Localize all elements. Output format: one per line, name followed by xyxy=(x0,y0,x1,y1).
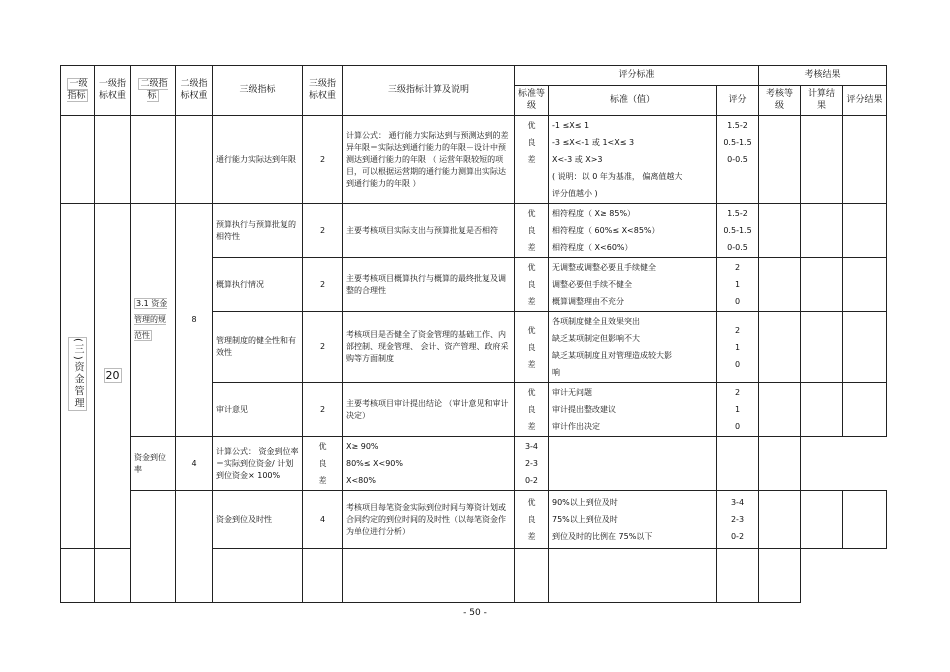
header-l3: 三级指标 xyxy=(213,66,303,116)
score-list: 2 1 0 xyxy=(717,258,759,312)
result-calc-cell xyxy=(801,491,843,549)
indicator-weight: 2 xyxy=(303,312,343,383)
header-l1: 一级指标 xyxy=(61,66,95,116)
table-row xyxy=(61,437,887,491)
indicator-name: 资金到位及时性 xyxy=(213,491,303,549)
group-weight: 8 xyxy=(191,315,197,324)
indicator-desc: 主要考核项目概算执行与概算的最终批复及调整的合理性 xyxy=(343,258,515,312)
section-name: (三)资金管理 xyxy=(68,337,87,411)
standard-list xyxy=(343,549,515,603)
standard-list: 无调整或调整必要且手续健全 调整必要但手续不健全 概算调整理由不充分 xyxy=(549,258,717,312)
result-calc-cell xyxy=(801,116,843,204)
indicator-name: 管理制度的健全性和有效性 xyxy=(213,312,303,383)
table-row xyxy=(61,491,887,549)
section-weight-cell xyxy=(95,204,131,549)
header-scoring: 评分标准 xyxy=(515,66,759,86)
score-list: 2 1 0 xyxy=(717,383,759,437)
standard-list: 各项制度健全且效果突出 缺乏某项制定但影响不大 缺乏某项制度且对管理造成较大影 响 xyxy=(549,312,717,383)
standard-list: -1 ≤X≤ 1 -3 ≤X<-1 或 1<X≤ 3 X<-3 或 X>3 ( 说明：以 0 年为基准， 偏离值越大 评分值越小 ) xyxy=(549,116,717,204)
score-list: 1.5-2 0.5-1.5 0-0.5 xyxy=(717,204,759,258)
table-row xyxy=(61,116,887,204)
result-grade-cell xyxy=(759,258,801,312)
grade-list: 优 良 差 xyxy=(515,383,549,437)
result-grade-cell xyxy=(549,549,717,603)
group-weight-cell xyxy=(176,491,213,603)
result-score-cell xyxy=(843,116,887,204)
score-list xyxy=(515,549,549,603)
result-calc-cell xyxy=(717,437,759,491)
indicator-weight: 2 xyxy=(303,383,343,437)
indicator-name: 概算执行情况 xyxy=(213,258,303,312)
indicator-weight: 2 xyxy=(303,204,343,258)
result-score-cell xyxy=(759,549,801,603)
header-res-calc: 计算结果 xyxy=(801,86,843,116)
header-res-grade: 考核等级 xyxy=(759,86,801,116)
result-score-cell xyxy=(843,383,887,437)
result-calc-cell xyxy=(801,312,843,383)
result-calc-cell xyxy=(801,204,843,258)
result-calc-cell xyxy=(717,549,759,603)
indicator-desc: 考核项目是否健全了资金管理的基础工作、内部控制、现金管理、 会计、资产管理、政府采购等方面制度 xyxy=(343,312,515,383)
grade-list xyxy=(303,549,343,603)
result-calc-cell xyxy=(801,258,843,312)
result-grade-cell xyxy=(759,383,801,437)
indicator-weight: 2 xyxy=(303,116,343,204)
header-l2: 二级指标 xyxy=(131,66,176,116)
result-score-cell xyxy=(843,312,887,383)
page-number: - 50 - xyxy=(463,608,487,618)
result-grade-cell xyxy=(759,204,801,258)
grade-list: 优 良 差 xyxy=(515,312,549,383)
indicator-weight xyxy=(95,549,131,603)
grade-list: 优 良 差 xyxy=(515,116,549,204)
result-score-cell xyxy=(759,437,801,491)
result-score-cell xyxy=(843,258,887,312)
result-grade-cell xyxy=(549,437,717,491)
empty-cell xyxy=(176,116,213,204)
result-grade-cell xyxy=(759,116,801,204)
standard-list: 90%以上到位及时 75%以上到位及时 到位及时的比例在 75%以下 xyxy=(549,491,717,549)
result-score-cell xyxy=(843,204,887,258)
grade-list: 优 良 差 xyxy=(515,258,549,312)
indicator-name xyxy=(61,549,95,603)
standard-list: 审计无问题 审计提出整改建议 审计作出决定 xyxy=(549,383,717,437)
result-grade-cell xyxy=(759,312,801,383)
indicator-desc: 计算公式： 资金到位率＝实际到位资金/ 计划到位资金× 100% xyxy=(213,437,303,491)
header-l2-weight: 二级指标权重 xyxy=(176,66,213,116)
section-weight: 20 xyxy=(105,368,120,382)
result-calc-cell xyxy=(801,383,843,437)
indicator-name: 资金到位率 xyxy=(131,437,176,491)
header-result: 考核结果 xyxy=(759,66,887,86)
indicator-name: 审计意见 xyxy=(213,383,303,437)
indicator-name: 通行能力实际达到年限 xyxy=(213,116,303,204)
indicator-weight: 4 xyxy=(303,491,343,549)
header-res-score: 评分结果 xyxy=(843,86,887,116)
empty-cell xyxy=(95,116,131,204)
section-name-cell xyxy=(61,204,95,549)
header-l3-weight: 三级指标权重 xyxy=(303,66,343,116)
empty-cell xyxy=(61,116,95,204)
header-l1-weight: 一级指标权重 xyxy=(95,66,131,116)
header-standard: 标准（值） xyxy=(549,86,717,116)
indicator-desc xyxy=(213,549,303,603)
evaluation-table xyxy=(60,65,887,603)
score-list: 2 1 0 xyxy=(717,312,759,383)
standard-list: X≥ 90% 80%≤ X<90% X<80% xyxy=(343,437,515,491)
grade-list: 优 良 差 xyxy=(303,437,343,491)
indicator-name: 预算执行与预算批复的相符性 xyxy=(213,204,303,258)
empty-cell xyxy=(131,116,176,204)
indicator-desc: 计算公式： 通行能力实际达到与预测达到的差异年限＝实际达到通行能力的年限－设计中预测达到通行能力的年限 （ 运营年限较短的项目，可以根据运营期的通行能力测算出实际达到通行能力的年限 ） xyxy=(343,116,515,204)
result-score-cell xyxy=(843,491,887,549)
score-list: 3-4 2-3 0-2 xyxy=(717,491,759,549)
result-grade-cell xyxy=(759,491,801,549)
score-list: 3-4 2-3 0-2 xyxy=(515,437,549,491)
table-row xyxy=(61,204,887,258)
indicator-desc: 主要考核项目审计提出结论 （审计意见和审计决定） xyxy=(343,383,515,437)
header-grade: 标准等级 xyxy=(515,86,549,116)
header-score: 评分 xyxy=(717,86,759,116)
grade-list: 优 良 差 xyxy=(515,491,549,549)
indicator-desc: 考核项目每笔资金实际到位时间与筹资计划或合同约定的到位时间的及时性（以每笔资金作为单位进行分析） xyxy=(343,491,515,549)
header-row-1 xyxy=(61,66,887,86)
group-name: 3.1 资金管理的规范性 xyxy=(134,299,168,340)
indicator-weight: 2 xyxy=(303,258,343,312)
grade-list: 优 良 差 xyxy=(515,204,549,258)
indicator-desc: 主要考核项目实际支出与预算批复是否相符 xyxy=(343,204,515,258)
indicator-weight: 4 xyxy=(176,437,213,491)
header-l3-desc: 三级指标计算及说明 xyxy=(343,66,515,116)
group-name-cell xyxy=(131,491,176,603)
score-list: 1.5-2 0.5-1.5 0-0.5 xyxy=(717,116,759,204)
standard-list: 相符程度（ X≥ 85%） 相符程度（ 60%≤ X<85%） 相符程度（ X<60%） xyxy=(549,204,717,258)
group-weight-cell xyxy=(176,204,213,437)
group-name-cell xyxy=(131,204,176,437)
